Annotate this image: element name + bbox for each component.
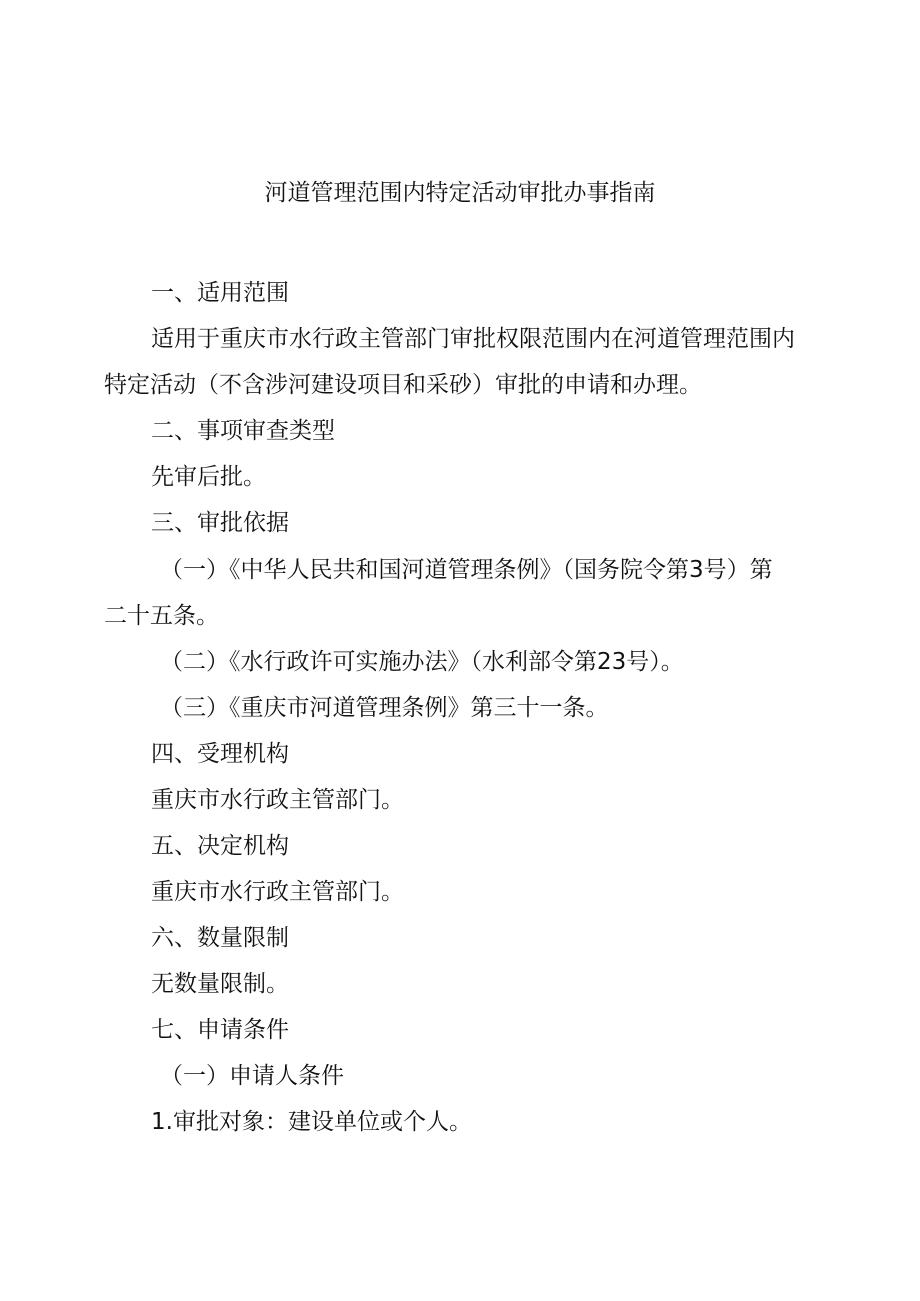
- basis-item-3: （三）《重庆市河道管理条例》第三十一条。: [160, 695, 609, 721]
- paragraph-accepting-agency: 重庆市水行政主管部门。: [151, 787, 404, 813]
- paragraph-scope-line-2: 特定活动（不含涉河建设项目和采砂）审批的申请和办理。: [104, 372, 702, 398]
- paragraph-deciding-agency: 重庆市水行政主管部门。: [151, 879, 404, 905]
- heading-review-type: 二、事项审查类型: [151, 418, 335, 444]
- paragraph-review-type: 先审后批。: [151, 464, 266, 490]
- basis-item-1-line-1: （一）《中华人民共和国河道管理条例》（国务院令第3号）第: [160, 557, 773, 583]
- heading-scope: 一、适用范围: [151, 280, 289, 306]
- document-title: 河道管理范围内特定活动审批办事指南: [264, 180, 656, 206]
- heading-application-conditions: 七、申请条件: [151, 1017, 289, 1043]
- heading-quantity-limit: 六、数量限制: [151, 925, 289, 951]
- basis-item-2: （二）《水行政许可实施办法》（水利部令第23号）。: [160, 649, 684, 675]
- paragraph-approval-target: 1.审批对象：建设单位或个人。: [151, 1109, 472, 1135]
- paragraph-quantity-limit: 无数量限制。: [151, 971, 289, 997]
- heading-accepting-agency: 四、受理机构: [151, 741, 289, 767]
- heading-legal-basis: 三、审批依据: [151, 510, 289, 536]
- paragraph-scope-line-1: 适用于重庆市水行政主管部门审批权限范围内在河道管理范围内: [151, 326, 795, 352]
- heading-deciding-agency: 五、决定机构: [151, 833, 289, 859]
- subheading-applicant-conditions: （一）申请人条件: [160, 1063, 344, 1089]
- basis-item-1-line-2: 二十五条。: [104, 603, 219, 629]
